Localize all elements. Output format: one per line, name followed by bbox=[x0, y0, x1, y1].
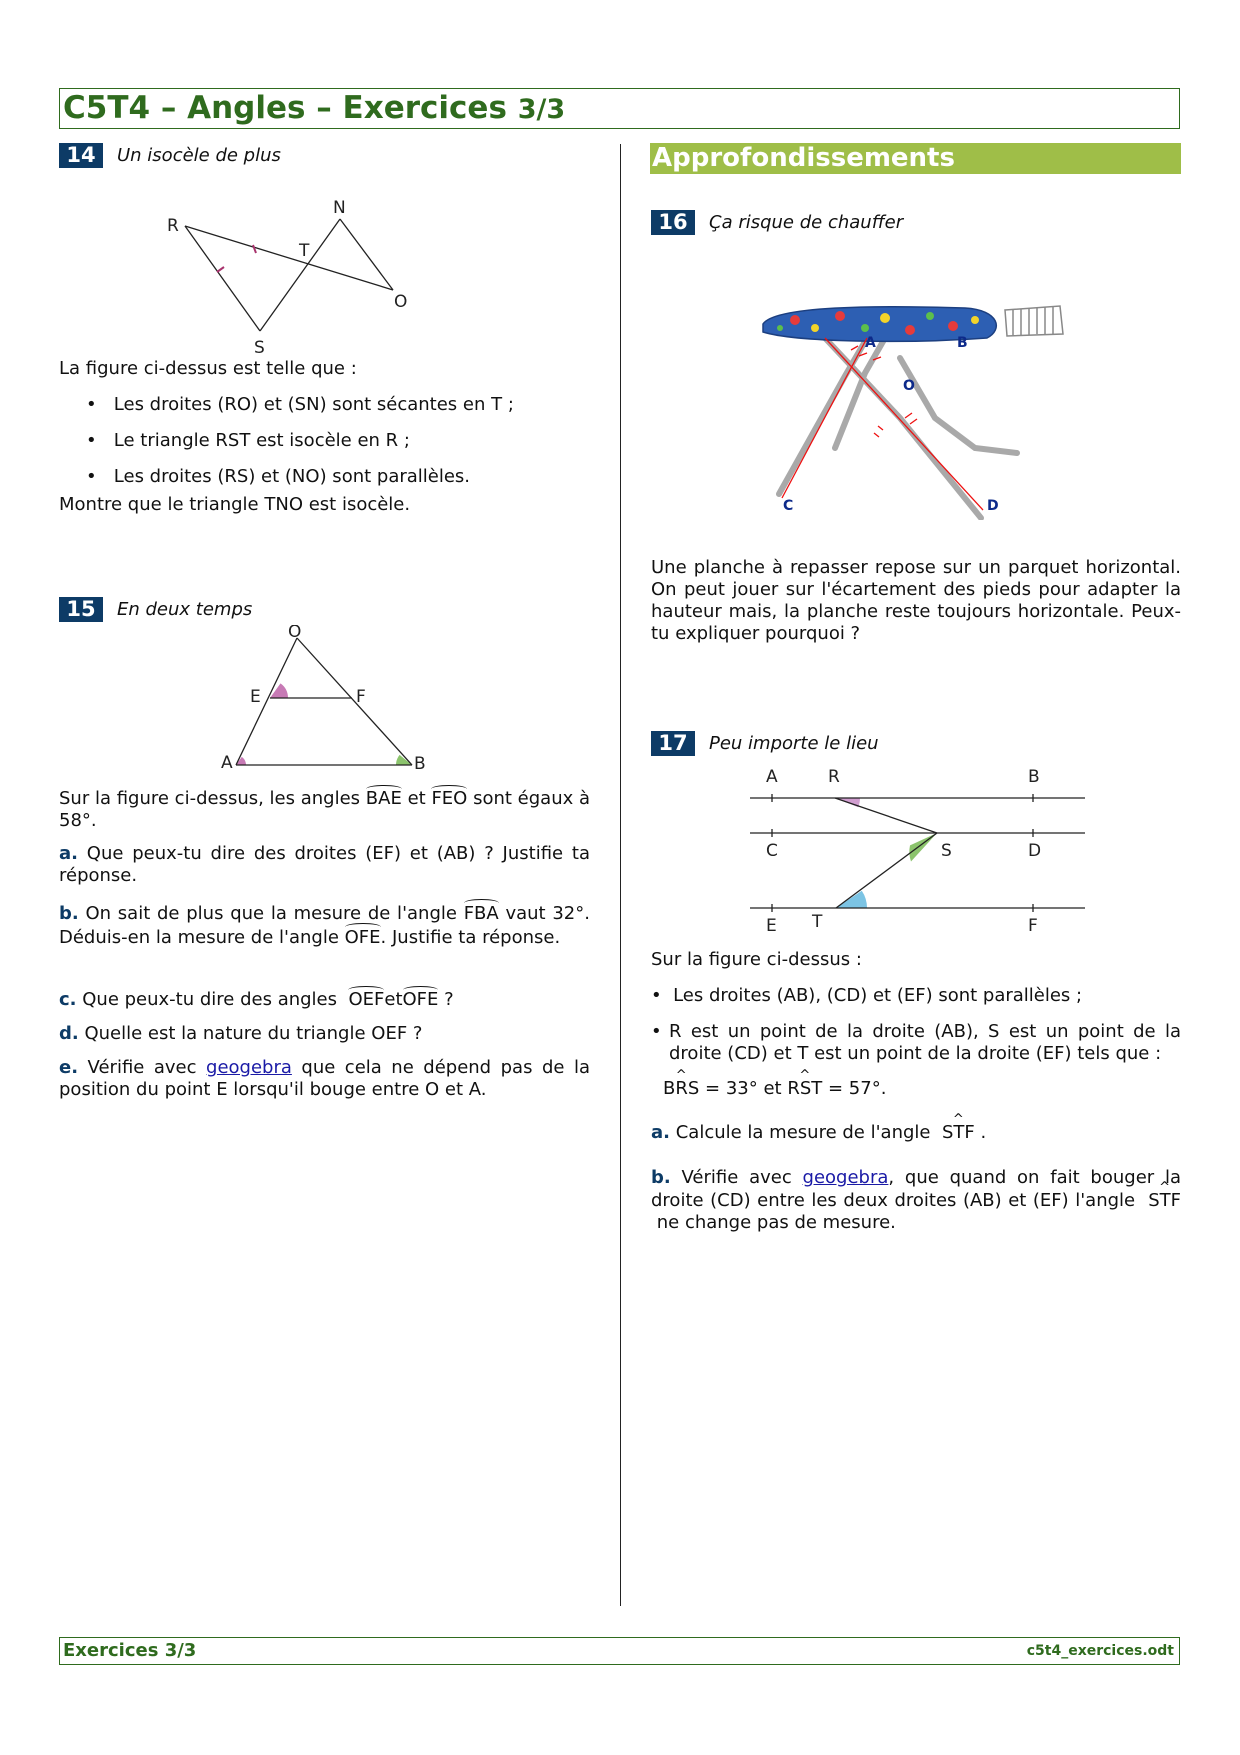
ex15-question-e: e. Vérifie avec geogebra que cela ne dépend pas de la position du point E lorsqu'il bouge entre O et A. bbox=[59, 1057, 590, 1100]
label-d: D bbox=[987, 498, 999, 514]
angle-brs: BRS ^ bbox=[663, 1078, 699, 1100]
ex15-question-d: d. Quelle est la nature du triangle OEF ? bbox=[59, 1023, 423, 1044]
label-b: B bbox=[957, 335, 968, 351]
ex15-question-a: a. Que peux-tu dire des droites (EF) et (AB) ? Justifie ta réponse. bbox=[59, 843, 590, 886]
iron-rest-rack bbox=[1005, 306, 1063, 336]
angle-feo: FEO bbox=[431, 788, 468, 809]
ironing-board-figure bbox=[755, 298, 1085, 520]
ex17-angle-values: BRS ^ = 33° et RST ^ = 57°. bbox=[663, 1078, 886, 1100]
segment-ro bbox=[185, 226, 393, 290]
segment-ao bbox=[236, 638, 297, 765]
label-c: C bbox=[783, 498, 794, 514]
ex17-intro: Sur la figure ci-dessus : bbox=[651, 949, 862, 970]
label-r: R bbox=[167, 216, 179, 236]
tick-mark-rt bbox=[253, 245, 256, 253]
label-t: T bbox=[299, 241, 310, 261]
label-r: R bbox=[828, 767, 840, 787]
segment-rs bbox=[185, 226, 260, 331]
ex17-question-a: a. Calcule la mesure de l'angle STF ^ . bbox=[651, 1122, 986, 1144]
footer-filename: c5t4_exercices.odt bbox=[1026, 1643, 1174, 1659]
tick-od-2 bbox=[910, 419, 917, 424]
red-line-bc bbox=[782, 338, 867, 498]
ex14-intro: La figure ci-dessus est telle que : bbox=[59, 358, 357, 379]
label-a: A bbox=[221, 753, 233, 773]
exercise-15-title: En deux temps bbox=[117, 599, 253, 620]
label-s: S bbox=[254, 338, 265, 358]
figure-ex14 bbox=[150, 195, 430, 360]
tick-od bbox=[905, 413, 912, 418]
page-title-part: 3/3 bbox=[517, 94, 566, 125]
label-a: A bbox=[766, 767, 778, 787]
label-d: D bbox=[1028, 841, 1042, 861]
footer bbox=[59, 1637, 1180, 1665]
label-o: O bbox=[903, 378, 915, 394]
ex14-bullet-1: • Les droites (RO) et (SN) sont sécantes en T ; bbox=[86, 394, 514, 415]
column-divider bbox=[620, 144, 621, 1606]
angle-stf: STF ^ bbox=[942, 1122, 975, 1144]
page-title: C5T4 – Angles – Exercices 3/3 bbox=[63, 90, 566, 126]
ex15-question-c: c. Que peux-tu dire des angles OEFetOFE ? bbox=[59, 989, 454, 1010]
angle-fba: FBA bbox=[463, 903, 499, 924]
segment-no bbox=[340, 219, 393, 290]
title-box bbox=[59, 88, 1180, 129]
angle-ofe-2: OFE bbox=[402, 989, 439, 1010]
exercise-17-number: 17 bbox=[651, 731, 695, 756]
exercise-15-number: 15 bbox=[59, 597, 103, 622]
angle-mark-t bbox=[836, 891, 867, 908]
angle-rst: RST ^ bbox=[787, 1078, 822, 1100]
tick-mark-rs bbox=[217, 267, 224, 272]
ex17-bullet-2: • R est un point de la droite (AB), S est un point de la droite (CD) et T est un point de la droite (EF) tels que : bbox=[651, 1021, 1181, 1064]
label-o: O bbox=[288, 625, 302, 642]
label-f: F bbox=[1028, 916, 1038, 936]
label-b: B bbox=[414, 754, 426, 774]
angle-ofe: OFE bbox=[344, 927, 381, 948]
ex14-bullet-3: • Les droites (RS) et (NO) sont parallèles. bbox=[86, 466, 471, 487]
angle-mark-e bbox=[270, 683, 288, 698]
label-e: E bbox=[250, 687, 261, 707]
exercise-14-number: 14 bbox=[59, 143, 103, 168]
leg-bc bbox=[779, 338, 867, 494]
angle-oef: OEF bbox=[348, 989, 385, 1010]
label-o: O bbox=[394, 292, 408, 312]
label-a: A bbox=[865, 335, 876, 351]
label-s: S bbox=[941, 841, 952, 861]
geogebra-link-ex15[interactable]: geogebra bbox=[206, 1057, 292, 1078]
ex14-bullet-2: • Le triangle RST est isocèle en R ; bbox=[86, 430, 410, 451]
tick-oc-2 bbox=[878, 426, 883, 430]
segment-st bbox=[836, 833, 937, 908]
geogebra-link-ex17[interactable]: geogebra bbox=[802, 1167, 889, 1188]
label-n: N bbox=[333, 198, 346, 218]
approfondissements-heading: Approfondissements bbox=[650, 143, 1181, 174]
exercise-17-title: Peu importe le lieu bbox=[709, 733, 879, 754]
ex16-text: Une planche à repasser repose sur un parquet horizontal. On peut jouer sur l'écartement des pieds pour adapter la hauteur mais, la planche reste toujours horizontale. Peux-tu expliquer pourquoi ? bbox=[651, 557, 1181, 644]
label-c: C bbox=[766, 841, 778, 861]
label-e: E bbox=[766, 916, 777, 936]
ex17-question-b: b. Vérifie avec geogebra, que quand on fait bouger la droite (CD) entre les deux droites (AB) et (EF) l'angle STF ^ ne change pas de mesure. bbox=[651, 1167, 1181, 1235]
ex15-question-b: b. On sait de plus que la mesure de l'angle FBA vaut 32°. Déduis-en la mesure de l'angle OFE. Justifie ta réponse. bbox=[59, 903, 590, 948]
segment-ob bbox=[297, 638, 412, 765]
label-t: T bbox=[812, 912, 823, 932]
angle-mark-s bbox=[909, 833, 937, 862]
segment-rs bbox=[835, 798, 937, 833]
ex17-bullet-1: • Les droites (AB), (CD) et (EF) sont parallèles ; bbox=[651, 985, 1083, 1006]
figure-ex17 bbox=[745, 765, 1090, 940]
label-f: F bbox=[356, 687, 366, 707]
figure-ex15 bbox=[215, 625, 435, 780]
exercise-14-title: Un isocèle de plus bbox=[117, 145, 281, 166]
segment-sn bbox=[260, 219, 340, 331]
ex15-statement: Sur la figure ci-dessus, les angles BAE et FEO sont égaux à 58°. bbox=[59, 788, 591, 831]
angle-stf-2: STF ^ bbox=[1148, 1190, 1181, 1213]
exercise-16-number: 16 bbox=[651, 210, 695, 235]
angle-bae: BAE bbox=[365, 788, 402, 809]
tick-oc bbox=[874, 433, 879, 437]
label-b: B bbox=[1028, 767, 1040, 787]
footer-left: Exercices 3/3 bbox=[63, 1640, 197, 1661]
exercise-16-title: Ça risque de chauffer bbox=[709, 212, 904, 233]
ex14-question: Montre que le triangle TNO est isocèle. bbox=[59, 494, 411, 515]
